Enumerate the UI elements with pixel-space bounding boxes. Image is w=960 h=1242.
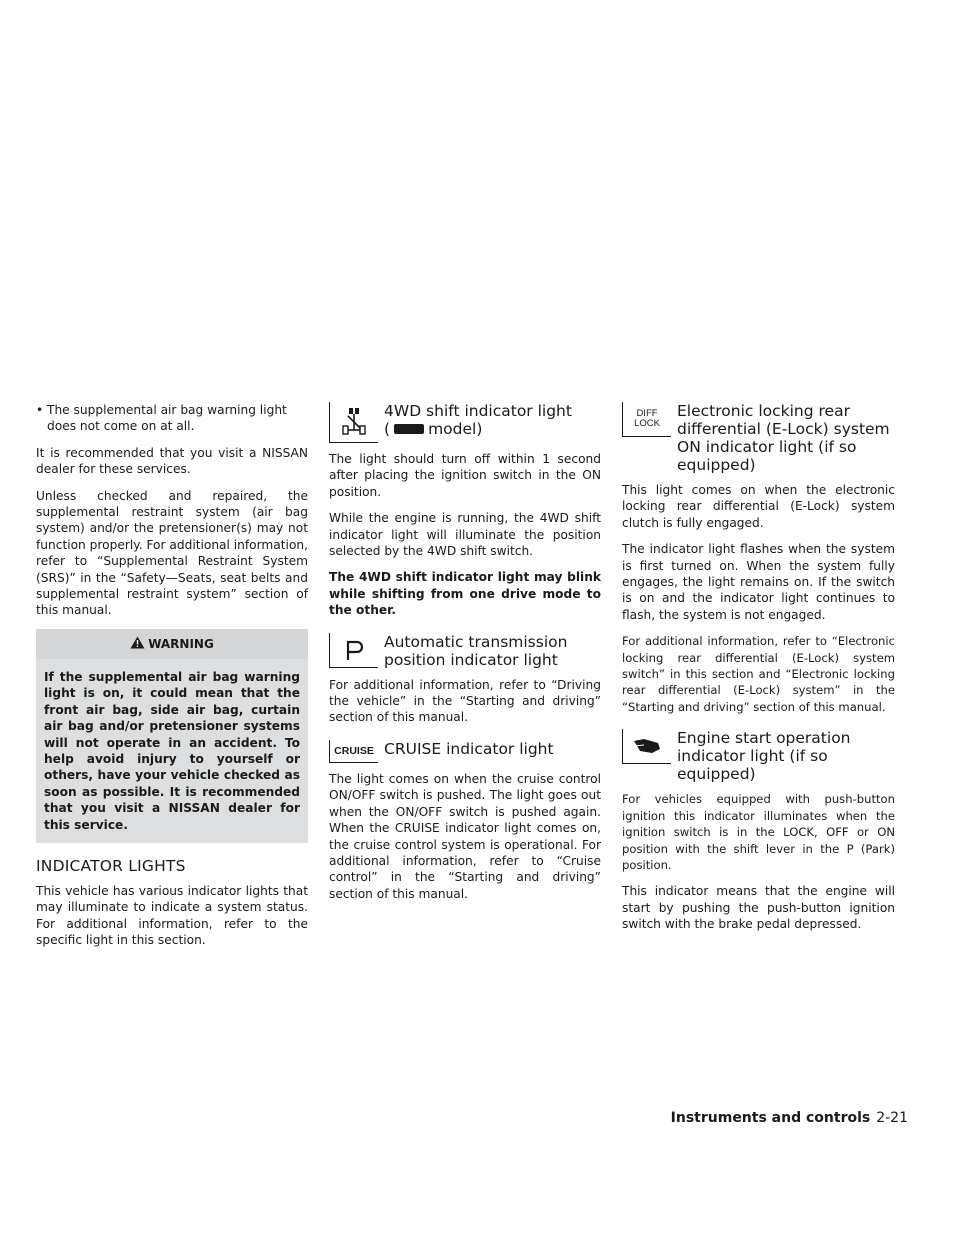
diff-icon-line2: LOCK — [634, 418, 660, 429]
column-2 — [329, 402, 601, 912]
section-header-diff — [622, 402, 895, 474]
section-title: Engine start operation indicator light (if so equipped) — [677, 729, 851, 784]
paragraph: Unless checked and repaired, the supplemental restraint system (air bag system) and/or the pretensioner(s) may not function properly. For additional information, refer to “Supplemental Restraint System (SRS)” in the “Safety—Seats, seat belts and supplemental restraint system” section of this manual. — [36, 488, 308, 618]
section-heading: INDICATOR LIGHTS — [36, 856, 186, 875]
section-title: Electronic locking rear differential (E-Lock) system ON indicator light (if so equipped) — [677, 402, 890, 474]
paragraph: This light comes on when the electronic locking rear differential (E-Lock) system clutch is fully engaged. — [622, 483, 895, 530]
warning-label: WARNING — [148, 636, 214, 651]
warning-header — [36, 629, 308, 659]
bullet-text: The supplemental air bag warning light does not come on at all. — [47, 403, 287, 434]
bullet-dot-icon: • — [36, 403, 44, 417]
4x4-badge-icon — [394, 424, 424, 434]
paragraph: For vehicles equipped with push-button ignition this indicator illuminates when the ignition switch is in the LOCK, OFF or ON position with the shift lever in the P (Park) position. — [622, 792, 895, 872]
paragraph: For additional information, refer to “Electronic locking rear differential (E-Lock) system switch” in this section and “Electronic locking rear differential (E-Lock) system” in the “Starting and driving” section of this manual. — [622, 634, 895, 714]
diff-icon-line1: DIFF — [636, 408, 658, 419]
section-header-cruise — [329, 740, 601, 763]
paragraph: The indicator light flashes when the system is first turned on. When the system fully engages, the light remains on. If the switch is on and the indicator light continues to flash, the system is not engaged. — [622, 542, 895, 622]
page-footer — [671, 1110, 908, 1126]
paragraph: The light should turn off within 1 second after placing the ignition switch in the ON position. — [329, 452, 601, 499]
4wd-shift-icon — [329, 402, 378, 443]
warning-box — [36, 629, 308, 843]
diff-lock-icon — [622, 402, 671, 437]
section-title: Automatic transmission position indicator light — [384, 632, 568, 669]
footer-section-title: Instruments and controls — [670, 1110, 871, 1126]
section-title: 4WD shift indicator light — [384, 402, 572, 420]
column-1 — [36, 402, 308, 959]
cruise-icon — [329, 740, 378, 763]
paragraph: It is recommended that you visit a NISSAN dealer for these services. — [36, 445, 308, 477]
engine-start-icon — [622, 729, 671, 764]
paragraph-bold: The 4WD shift indicator light may blink while shifting from one drive mode to the other. — [329, 570, 601, 618]
page-number: 2-21 — [876, 1110, 908, 1126]
section-header-4wd: 4WD shift indicator light ( model) — [329, 402, 601, 443]
paragraph: This indicator means that the engine will start by pushing the push-button ignition switch with the brake pedal depressed. — [622, 884, 895, 932]
section-header-engine — [622, 729, 895, 783]
paragraph: For additional information, refer to “Driving the vehicle” in the “Starting and driving” section of this manual. — [329, 677, 601, 725]
paragraph: This vehicle has various indicator lights that may illuminate to indicate a system status. For additional information, refer to the specific light in this section. — [36, 883, 308, 948]
warning-text: If the supplemental air bag warning light is on, it could mean that the front air bag, side air bag, curtain air bag and/or pretensioner systems will not operate in an accident. To help avoid injury to yourself or others, have your vehicle checked as soon as possible. It is recommended that you visit a NISSAN dealer for this service. — [44, 669, 300, 832]
list-item — [36, 402, 308, 435]
park-position-icon — [329, 633, 378, 668]
section-header-atp — [329, 633, 601, 669]
paragraph: The light comes on when the cruise control ON/OFF switch is pushed. The light goes out when the ON/OFF switch is pushed again. When the CRUISE indicator light comes on, the cruise control system is operational. For additional information, refer to “Cruise control” in the “Starting and driving” section of this manual. — [329, 771, 601, 901]
column-3 — [622, 402, 895, 943]
section-title-suffix: model) — [428, 420, 483, 438]
paragraph: While the engine is running, the 4WD shift indicator light will illuminate the position selected by the 4WD shift switch. — [329, 511, 601, 559]
section-title: CRUISE indicator light — [384, 739, 554, 758]
warning-triangle-icon — [130, 636, 145, 652]
cruise-icon-text: CRUISE — [334, 744, 374, 757]
